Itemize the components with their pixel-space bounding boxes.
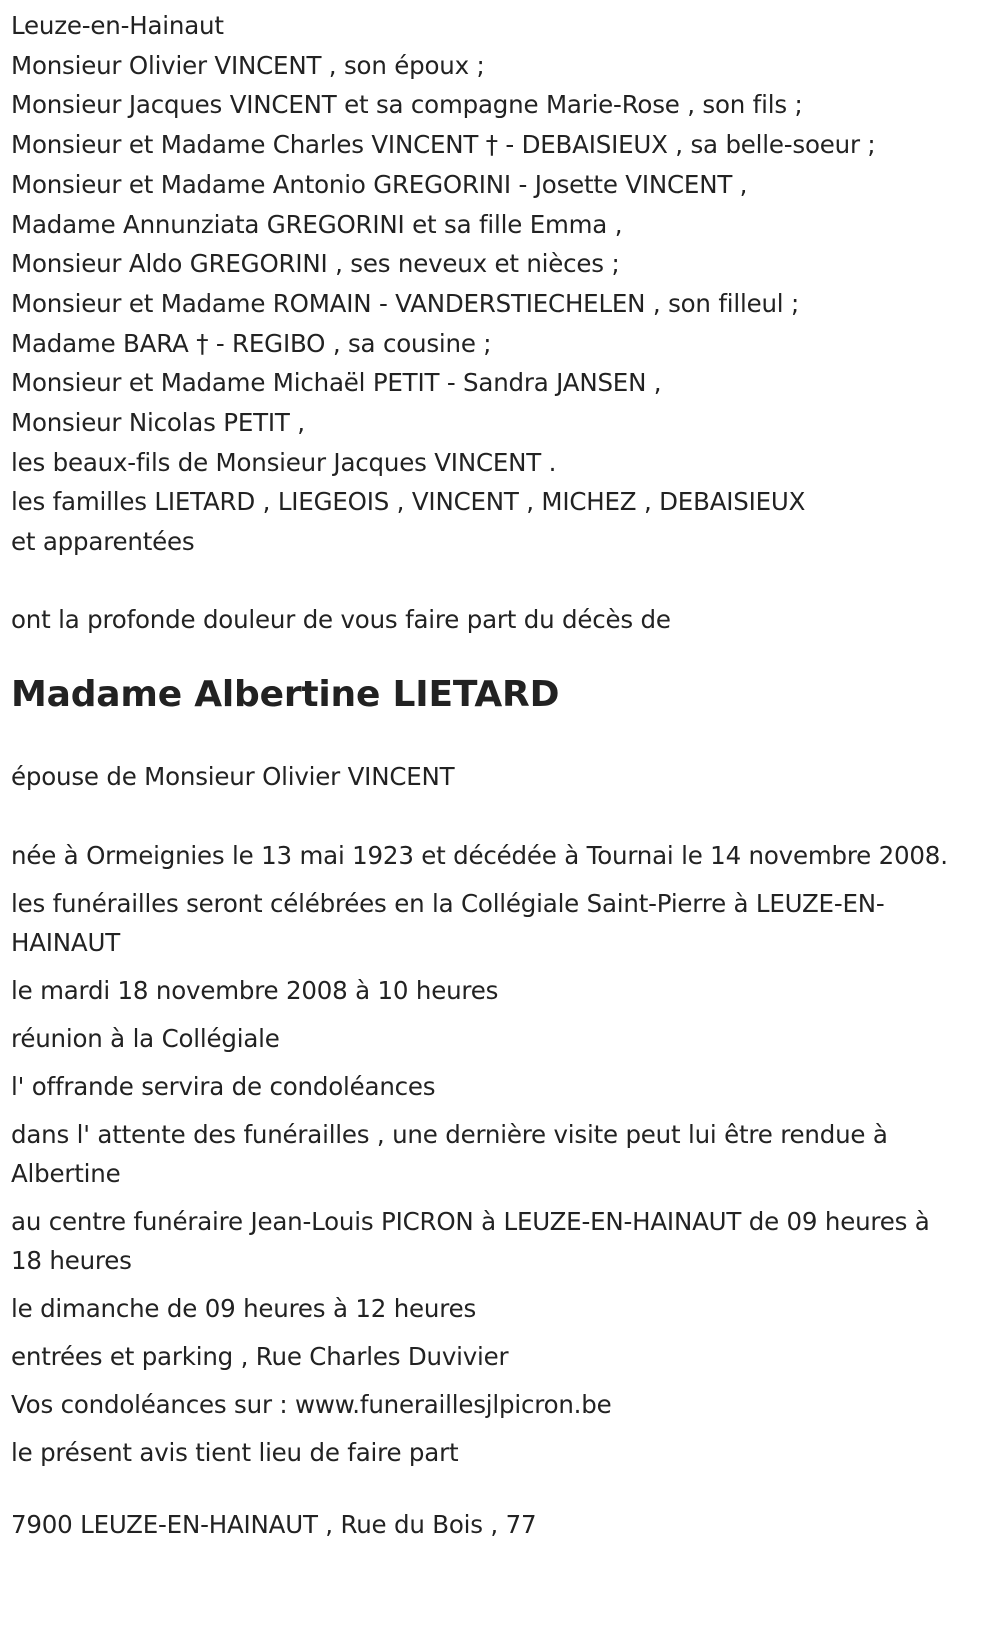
family-line: Monsieur Jacques VINCENT et sa compagne Marie-Rose , son fils ;	[11, 90, 803, 120]
family-line: Madame Annunziata GREGORINI et sa fille Emma ,	[11, 209, 623, 239]
detail-paragraph: réunion à la Collégiale	[11, 1023, 280, 1053]
family-line: Monsieur et Madame Charles VINCENT † - DEBAISIEUX , sa belle-soeur ;	[11, 130, 876, 160]
family-line: Monsieur Aldo GREGORINI , ses neveux et nièces ;	[11, 249, 620, 279]
family-line: Monsieur Olivier VINCENT , son époux ;	[11, 50, 485, 80]
detail-paragraph: Vos condoléances sur : www.funeraillesjlpicron.be	[11, 1389, 612, 1419]
detail-paragraph: née à Ormeignies le 13 mai 1923 et décédée à Tournai le 14 novembre 2008.	[11, 840, 948, 870]
detail-paragraph: les funérailles seront célébrées en la Collégiale Saint-Pierre à LEUZE-EN-HAINAUT	[11, 888, 885, 957]
family-line: Monsieur et Madame Michaël PETIT - Sandra JANSEN ,	[11, 368, 662, 398]
address: 7900 LEUZE-EN-HAINAUT , Rue du Bois , 77	[11, 1509, 537, 1539]
detail-paragraph: dans l' attente des funérailles , une dernière visite peut lui être rendue à Albertine	[11, 1119, 888, 1188]
spouse-line: épouse de Monsieur Olivier VINCENT	[11, 761, 455, 791]
family-line: Monsieur et Madame Antonio GREGORINI - Josette VINCENT ,	[11, 169, 748, 199]
detail-paragraph: le mardi 18 novembre 2008 à 10 heures	[11, 975, 499, 1005]
family-line: et apparentées	[11, 527, 195, 557]
family-line: Madame BARA † - REGIBO , sa cousine ;	[11, 328, 492, 358]
deceased-name: Madame Albertine LIETARD	[11, 673, 560, 715]
family-list	[11, 6, 990, 562]
funeral-details	[11, 836, 990, 1472]
detail-paragraph: le dimanche de 09 heures à 12 heures	[11, 1293, 477, 1323]
family-line: Leuze-en-Hainaut	[11, 11, 224, 40]
detail-paragraph: l' offrande servira de condoléances	[11, 1071, 436, 1101]
announcement-intro: ont la profonde douleur de vous faire part du décès de	[11, 604, 671, 634]
detail-paragraph: au centre funéraire Jean-Louis PICRON à LEUZE-EN-HAINAUT de 09 heures à 18 heures	[11, 1206, 930, 1275]
family-line: Monsieur et Madame ROMAIN - VANDERSTIECHELEN , son filleul ;	[11, 288, 800, 318]
detail-paragraph: le présent avis tient lieu de faire part	[11, 1437, 459, 1467]
family-line: les familles LIETARD , LIEGEOIS , VINCENT , MICHEZ , DEBAISIEUX	[11, 487, 806, 517]
spacer	[11, 562, 990, 600]
family-line: Monsieur Nicolas PETIT ,	[11, 408, 305, 438]
detail-paragraph: entrées et parking , Rue Charles Duvivier	[11, 1341, 509, 1371]
family-line: les beaux-fils de Monsieur Jacques VINCENT .	[11, 447, 557, 477]
